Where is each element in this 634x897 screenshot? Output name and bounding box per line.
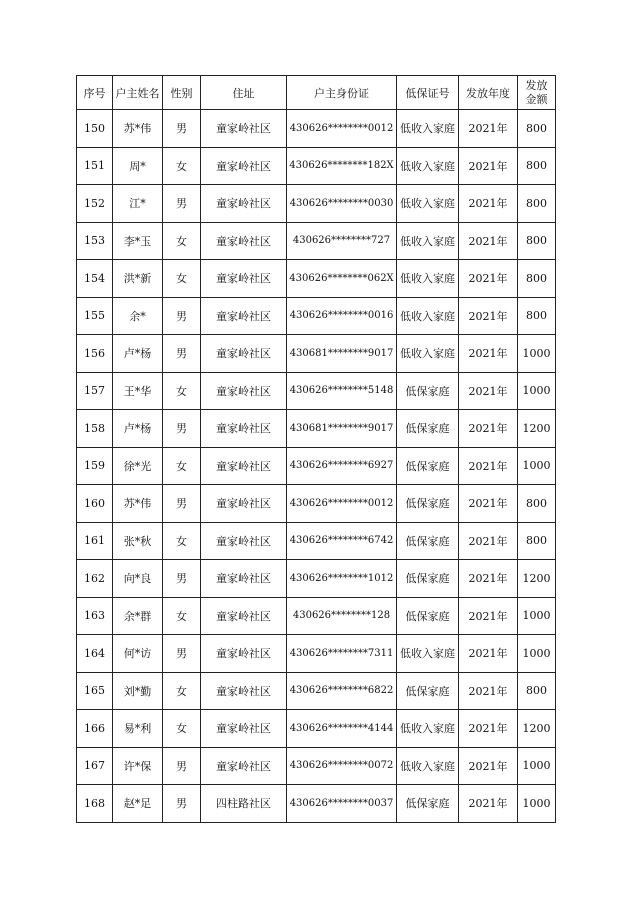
cell-index: 150 [77, 110, 113, 148]
cell-year: 2021年 [459, 447, 518, 485]
cell-name: 周* [113, 147, 163, 185]
table-row [77, 185, 556, 223]
cell-index: 166 [77, 710, 113, 748]
cell-year: 2021年 [459, 747, 518, 785]
cell-address: 童家岭社区 [201, 297, 287, 335]
cell-address: 童家岭社区 [201, 522, 287, 560]
cell-name: 余*群 [113, 597, 163, 635]
cell-gender: 女 [163, 222, 201, 260]
cell-index: 156 [77, 335, 113, 373]
table-header-row [77, 76, 556, 110]
cell-id-card: 430626********6927 [287, 447, 397, 485]
cell-cert: 低保家庭 [397, 485, 459, 523]
cell-cert: 低收入家庭 [397, 297, 459, 335]
cell-amount: 800 [518, 185, 556, 223]
table-row [77, 147, 556, 185]
cell-year: 2021年 [459, 110, 518, 148]
cell-name: 苏*伟 [113, 485, 163, 523]
cell-address: 童家岭社区 [201, 672, 287, 710]
cell-index: 161 [77, 522, 113, 560]
cell-name: 余* [113, 297, 163, 335]
cell-address: 童家岭社区 [201, 335, 287, 373]
table-body [77, 110, 556, 823]
cell-year: 2021年 [459, 597, 518, 635]
table-row [77, 522, 556, 560]
cell-name: 刘*勤 [113, 672, 163, 710]
header-address: 住址 [201, 76, 287, 110]
cell-index: 162 [77, 560, 113, 598]
cell-name: 向*良 [113, 560, 163, 598]
cell-address: 童家岭社区 [201, 447, 287, 485]
cell-name: 李*玉 [113, 222, 163, 260]
cell-id-card: 430626********182X [287, 147, 397, 185]
table-row [77, 260, 556, 298]
table-row [77, 672, 556, 710]
header-year: 发放年度 [459, 76, 518, 110]
table-row [77, 447, 556, 485]
cell-address: 童家岭社区 [201, 372, 287, 410]
cell-address: 童家岭社区 [201, 147, 287, 185]
cell-gender: 男 [163, 297, 201, 335]
cell-address: 童家岭社区 [201, 710, 287, 748]
cell-gender: 女 [163, 372, 201, 410]
cell-cert: 低收入家庭 [397, 710, 459, 748]
table-row [77, 110, 556, 148]
cell-cert: 低保家庭 [397, 372, 459, 410]
cell-cert: 低保家庭 [397, 672, 459, 710]
cell-address: 童家岭社区 [201, 560, 287, 598]
table-row [77, 597, 556, 635]
cell-gender: 男 [163, 747, 201, 785]
cell-cert: 低收入家庭 [397, 747, 459, 785]
header-index: 序号 [77, 76, 113, 110]
cell-id-card: 430626********6742 [287, 522, 397, 560]
table-row [77, 785, 556, 823]
table-row [77, 297, 556, 335]
cell-gender: 女 [163, 147, 201, 185]
cell-address: 童家岭社区 [201, 410, 287, 448]
cell-id-card: 430626********4144 [287, 710, 397, 748]
cell-address: 童家岭社区 [201, 260, 287, 298]
cell-address: 童家岭社区 [201, 185, 287, 223]
header-cert: 低保证号 [397, 76, 459, 110]
cell-name: 张*秋 [113, 522, 163, 560]
cell-amount: 800 [518, 522, 556, 560]
cell-gender: 男 [163, 785, 201, 823]
cell-name: 江* [113, 185, 163, 223]
cell-id-card: 430626********0030 [287, 185, 397, 223]
cell-amount: 1000 [518, 747, 556, 785]
cell-gender: 女 [163, 260, 201, 298]
cell-id-card: 430626********062X [287, 260, 397, 298]
cell-year: 2021年 [459, 297, 518, 335]
cell-id-card: 430626********727 [287, 222, 397, 260]
cell-address: 童家岭社区 [201, 747, 287, 785]
allowance-table [76, 75, 556, 823]
cell-year: 2021年 [459, 710, 518, 748]
header-id-card: 户主身份证 [287, 76, 397, 110]
cell-id-card: 430626********0072 [287, 747, 397, 785]
cell-year: 2021年 [459, 372, 518, 410]
cell-amount: 1000 [518, 597, 556, 635]
table-row [77, 222, 556, 260]
cell-cert: 低收入家庭 [397, 185, 459, 223]
cell-id-card: 430626********0012 [287, 110, 397, 148]
cell-name: 卢*杨 [113, 410, 163, 448]
cell-id-card: 430626********0012 [287, 485, 397, 523]
cell-cert: 低保家庭 [397, 447, 459, 485]
cell-id-card: 430681********9017 [287, 410, 397, 448]
cell-index: 158 [77, 410, 113, 448]
cell-gender: 男 [163, 335, 201, 373]
cell-id-card: 430626********0037 [287, 785, 397, 823]
cell-cert: 低保家庭 [397, 785, 459, 823]
cell-year: 2021年 [459, 260, 518, 298]
cell-cert: 低收入家庭 [397, 147, 459, 185]
cell-gender: 女 [163, 672, 201, 710]
cell-index: 163 [77, 597, 113, 635]
cell-name: 何*访 [113, 635, 163, 673]
cell-index: 168 [77, 785, 113, 823]
cell-year: 2021年 [459, 522, 518, 560]
cell-index: 154 [77, 260, 113, 298]
cell-gender: 男 [163, 185, 201, 223]
cell-id-card: 430626********6822 [287, 672, 397, 710]
table-row [77, 485, 556, 523]
cell-gender: 女 [163, 710, 201, 748]
cell-cert: 低保家庭 [397, 597, 459, 635]
cell-amount: 1000 [518, 372, 556, 410]
cell-amount: 800 [518, 110, 556, 148]
cell-year: 2021年 [459, 335, 518, 373]
table-row [77, 747, 556, 785]
table-row [77, 410, 556, 448]
cell-amount: 1000 [518, 447, 556, 485]
table-row [77, 635, 556, 673]
cell-address: 童家岭社区 [201, 222, 287, 260]
cell-id-card: 430626********5148 [287, 372, 397, 410]
header-amount-line1: 发放 [525, 78, 548, 92]
cell-year: 2021年 [459, 485, 518, 523]
cell-cert: 低收入家庭 [397, 260, 459, 298]
cell-gender: 男 [163, 110, 201, 148]
cell-address: 童家岭社区 [201, 635, 287, 673]
cell-gender: 男 [163, 635, 201, 673]
cell-index: 157 [77, 372, 113, 410]
cell-id-card: 430626********7311 [287, 635, 397, 673]
cell-amount: 800 [518, 260, 556, 298]
cell-name: 易*利 [113, 710, 163, 748]
cell-year: 2021年 [459, 185, 518, 223]
cell-name: 洪*新 [113, 260, 163, 298]
cell-name: 徐*光 [113, 447, 163, 485]
table-row [77, 372, 556, 410]
cell-name: 苏*伟 [113, 110, 163, 148]
cell-name: 王*华 [113, 372, 163, 410]
cell-index: 151 [77, 147, 113, 185]
cell-amount: 1200 [518, 710, 556, 748]
cell-cert: 低收入家庭 [397, 110, 459, 148]
header-amount [518, 76, 556, 110]
cell-id-card: 430626********0016 [287, 297, 397, 335]
cell-id-card: 430626********128 [287, 597, 397, 635]
header-gender: 性别 [163, 76, 201, 110]
cell-year: 2021年 [459, 147, 518, 185]
cell-gender: 女 [163, 522, 201, 560]
cell-amount: 1200 [518, 560, 556, 598]
cell-gender: 男 [163, 560, 201, 598]
cell-name: 许*保 [113, 747, 163, 785]
cell-index: 165 [77, 672, 113, 710]
cell-id-card: 430626********1012 [287, 560, 397, 598]
cell-year: 2021年 [459, 560, 518, 598]
cell-amount: 800 [518, 222, 556, 260]
cell-index: 152 [77, 185, 113, 223]
cell-amount: 1000 [518, 335, 556, 373]
cell-name: 赵*足 [113, 785, 163, 823]
cell-year: 2021年 [459, 785, 518, 823]
cell-index: 155 [77, 297, 113, 335]
header-name: 户主姓名 [113, 76, 163, 110]
cell-address: 童家岭社区 [201, 597, 287, 635]
cell-id-card: 430681********9017 [287, 335, 397, 373]
cell-gender: 男 [163, 410, 201, 448]
table-row [77, 710, 556, 748]
cell-name: 卢*杨 [113, 335, 163, 373]
cell-amount: 1000 [518, 635, 556, 673]
cell-year: 2021年 [459, 410, 518, 448]
header-amount-line2: 金额 [525, 92, 548, 106]
cell-year: 2021年 [459, 672, 518, 710]
cell-amount: 800 [518, 485, 556, 523]
cell-year: 2021年 [459, 222, 518, 260]
cell-amount: 800 [518, 297, 556, 335]
cell-cert: 低收入家庭 [397, 635, 459, 673]
cell-amount: 1000 [518, 785, 556, 823]
cell-gender: 女 [163, 597, 201, 635]
cell-index: 160 [77, 485, 113, 523]
cell-amount: 1200 [518, 410, 556, 448]
cell-index: 153 [77, 222, 113, 260]
cell-index: 159 [77, 447, 113, 485]
cell-cert: 低收入家庭 [397, 222, 459, 260]
cell-year: 2021年 [459, 635, 518, 673]
cell-index: 167 [77, 747, 113, 785]
cell-cert: 低保家庭 [397, 522, 459, 560]
cell-gender: 男 [163, 485, 201, 523]
cell-index: 164 [77, 635, 113, 673]
cell-amount: 800 [518, 147, 556, 185]
cell-address: 四柱路社区 [201, 785, 287, 823]
cell-gender: 女 [163, 447, 201, 485]
cell-cert: 低保家庭 [397, 560, 459, 598]
table-row [77, 560, 556, 598]
table-row [77, 335, 556, 373]
cell-address: 童家岭社区 [201, 485, 287, 523]
cell-address: 童家岭社区 [201, 110, 287, 148]
cell-cert: 低保家庭 [397, 410, 459, 448]
cell-cert: 低收入家庭 [397, 335, 459, 373]
cell-amount: 800 [518, 672, 556, 710]
